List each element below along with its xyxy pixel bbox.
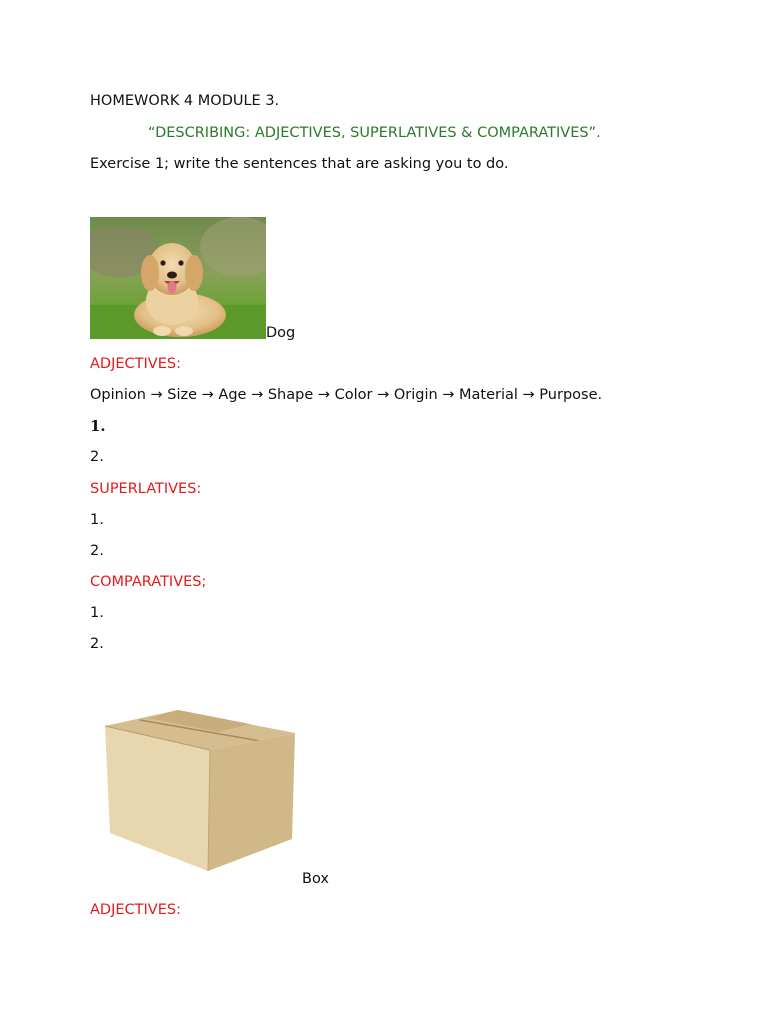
exercise-instruction: Exercise 1; write the sentences that are asking you to do. <box>90 156 509 172</box>
box-caption: Box <box>302 871 329 887</box>
dog-adjective-item-2: 2. <box>90 449 104 465</box>
dog-comparative-item-1: 1. <box>90 605 104 621</box>
dog-superlative-item-2: 2. <box>90 543 104 559</box>
dog-superlatives-heading: SUPERLATIVES: <box>90 481 202 497</box>
dog-caption: Dog <box>266 325 296 341</box>
document-title: HOMEWORK 4 MODULE 3. <box>90 93 280 109</box>
adjective-order-rule: Opinion → Size → Age → Shape → Color → Origin → Material → Purpose. <box>90 387 603 403</box>
dog-adjective-item-1: 1. <box>90 417 106 435</box>
dog-superlative-item-1: 1. <box>90 512 104 528</box>
dog-comparative-item-2: 2. <box>90 636 104 652</box>
box-photo <box>100 705 298 877</box>
dog-photo <box>90 217 266 339</box>
document-subtitle: “DESCRIBING: ADJECTIVES, SUPERLATIVES & COMPARATIVES”. <box>148 125 601 141</box>
box-adjectives-heading: ADJECTIVES: <box>90 902 181 918</box>
dog-comparatives-heading: COMPARATIVES; <box>90 574 207 590</box>
dog-adjectives-heading: ADJECTIVES: <box>90 356 181 372</box>
